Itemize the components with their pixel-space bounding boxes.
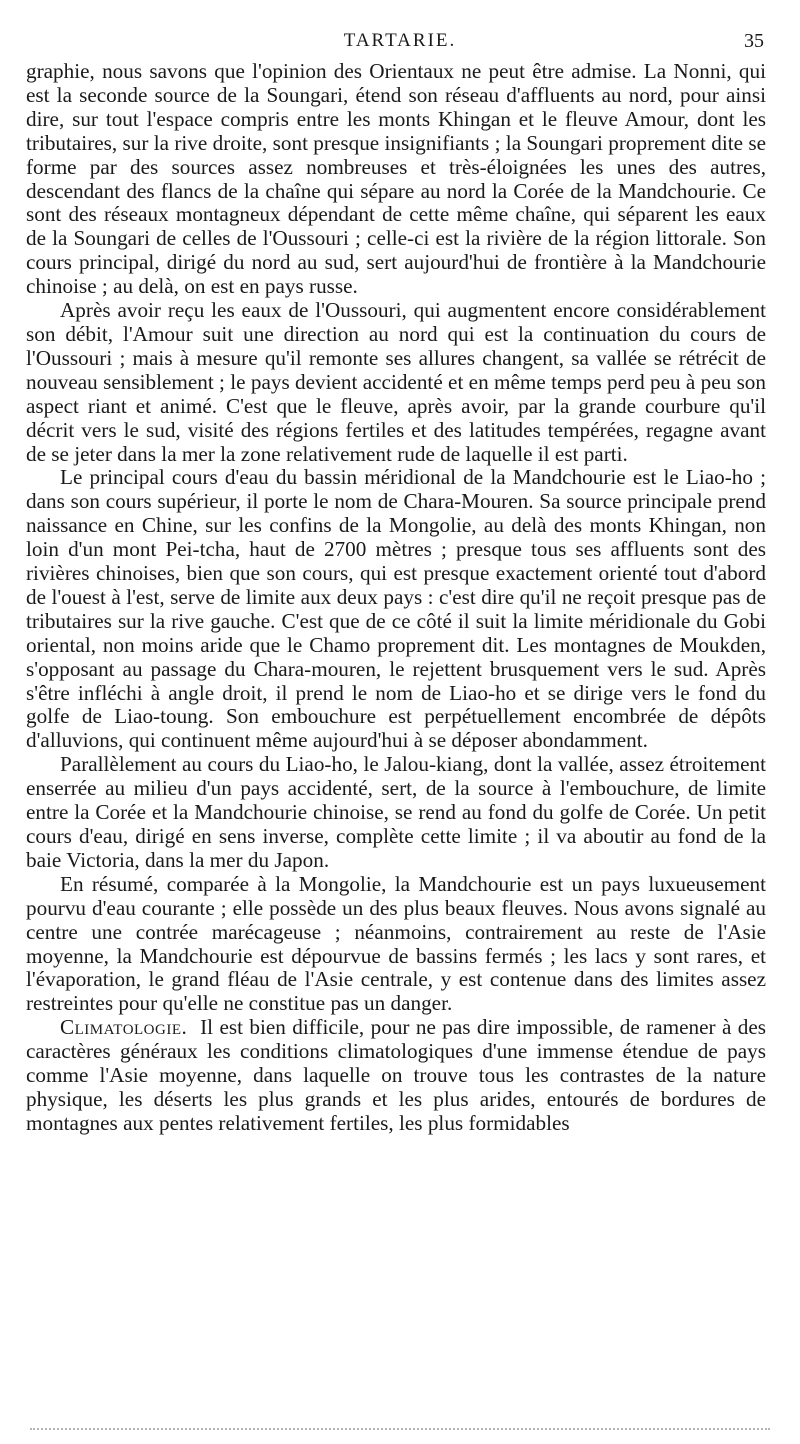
paragraph-climatologie-text: Il est bien difficile, pour ne pas dire impossible, de ramener à des caractères généraux les conditions climatologiques d'une immense étendue de pays comme l'Asie moyenne, dans laquelle on trouve tous les contrastes de la nature physique, les déserts les plus grands et les plus arides, entourés de bordures de montagnes aux pentes relativement fertiles, les plus formidables bbox=[26, 1015, 766, 1135]
text-body bbox=[26, 60, 766, 1136]
page-number: 35 bbox=[744, 30, 764, 52]
running-head bbox=[0, 28, 800, 52]
paragraph-amour: Après avoir reçu les eaux de l'Oussouri, qui augmentent encore considérablement son débit, l'Amour suit une direction au nord qui est la continuation du cours de l'Oussouri ; mais à mesure qu'il remonte ses allures changent, sa vallée se rétrécit de nouveau sensiblement ; le pays devient accidenté et en même temps perd peu à peu son aspect riant et animé. C'est que le fleuve, après avoir, par la grande courbure qu'il décrit vers le sud, visité des régions fertiles et des latitudes tempérées, regagne avant de se jeter dans la mer la zone relativement rude de laquelle il est parti. bbox=[26, 298, 766, 466]
running-title: TARTARIE. bbox=[343, 30, 457, 51]
paragraph-resume: En résumé, comparée à la Mongolie, la Mandchourie est un pays luxueusement pourvu d'eau courante ; elle possède un des plus beaux fleuves. Nous avons signalé au centre une contrée marécageuse ; néanmoins, contrairement au reste de l'Asie moyenne, la Mandchourie est dépourvue de bassins fermés ; les lacs y sont rares, et l'évaporation, le grand fléau de l'Asie centrale, y est contenue dans des limites assez restreintes pour qu'elle ne constitue pas un danger. bbox=[26, 871, 766, 1016]
section-heading-climatologie: Climatologie. bbox=[60, 1015, 188, 1040]
paragraph-climatologie bbox=[26, 1016, 766, 1136]
paragraph-liao-ho: Le principal cours d'eau du bassin méridional de la Mandchourie est le Liao-ho ; dans son cours supérieur, il porte le nom de Chara-Mouren. Sa source principale prend naissance en Chine, sur les confins de la Mongolie, au delà des monts Khingan, non loin d'un mont Pei-tcha, haut de 2700 mètres ; presque tous ses affluents sont des rivières chinoises, bien que son cours, qui est presque exactement orienté tout d'abord de l'ouest à l'est, serve de limite aux deux pays : c'est dire qu'il ne reçoit presque pas de tributaires sur la rive gauche. C'est que de ce côté il suit la limite méridionale du Gobi oriental, non moins aride que le Chamo proprement dit. Les montagnes de Moukden, s'opposant au passage du Chara-mouren, le rejettent brusquement vers le sud. Après s'être infléchi à angle droit, il prend le nom de Liao-ho et se dirige vers le fond du golfe de Liao-toung. Son embouchure est perpétuellement encombrée de dépôts d'alluvions, qui continuent même aujourd'hui à se déposer abondamment. bbox=[26, 465, 766, 753]
paragraph-soungari: graphie, nous savons que l'opinion des Orientaux ne peut être admise. La Nonni, qui est la seconde source de la Soungari, étend son réseau d'affluents au nord, pour ainsi dire, sur tout l'espace compris entre les monts Khingan et le fleuve Amour, dont les tributaires, sur la rive droite, sont presque insignifiants ; la Soungari proprement dite se forme par des sources assez nombreuses et très-éloignées les unes des autres, descendant des flancs de la chaîne qui sépare au nord la Corée de la Mandchourie. Ce sont des réseaux montagneux dépendant de cette même chaîne, qui séparent les eaux de la Soungari de celles de l'Oussouri ; celle-ci est la rivière de la région littorale. Son cours principal, dirigé du nord au sud, sert aujourd'hui de frontière à la Mandchourie chinoise ; au delà, on est en pays russe. bbox=[26, 59, 766, 299]
paragraph-jalou-kiang: Parallèlement au cours du Liao-ho, le Jalou-kiang, dont la vallée, assez étroitement enserrée au milieu d'un pays accidenté, sert, de la source à l'embouchure, de limite entre la Corée et la Mandchourie chinoise, se rend au fond du golfe de Corée. Un petit cours d'eau, dirigé en sens inverse, complète cette limite ; il va aboutir au fond de la baie Victoria, dans la mer du Japon. bbox=[26, 752, 766, 872]
footer-rule bbox=[30, 1428, 770, 1432]
